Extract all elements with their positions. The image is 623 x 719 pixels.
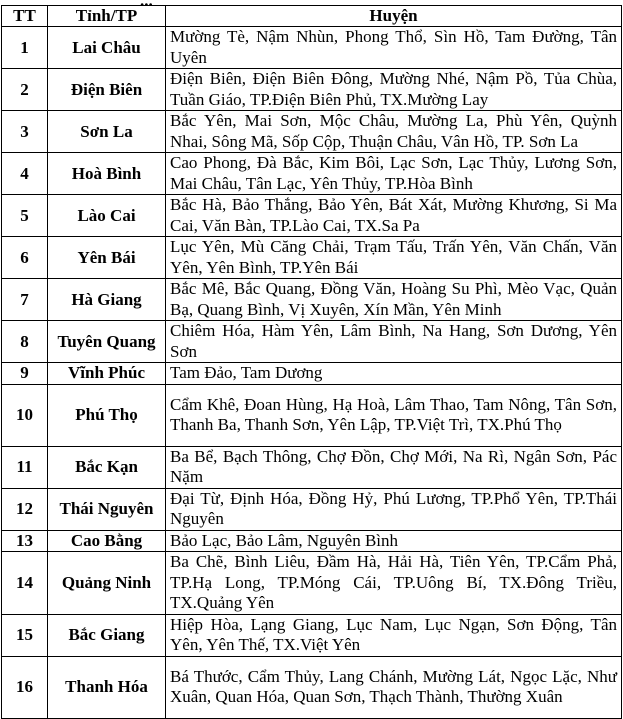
district-list: Mường Tè, Nậm Nhùn, Phong Thổ, Sìn Hồ, Tam Đường, Tân Uyên — [166, 27, 622, 69]
district-list: Ba Chẽ, Bình Liêu, Đầm Hà, Hải Hà, Tiên Yên, TP.Cẩm Phả, TP.Hạ Long, TP.Móng Cái, TP.Uông Bí, TX.Đông Triều, TX.Quảng Yên — [166, 552, 622, 615]
row-number: 1 — [2, 27, 48, 69]
province-name: Thanh Hóa — [48, 656, 166, 718]
header-tt: TT — [2, 6, 48, 27]
row-number: 14 — [2, 552, 48, 615]
table-row — [2, 111, 622, 153]
row-number: 6 — [2, 237, 48, 279]
province-name: Hà Giang — [48, 279, 166, 321]
row-number: 15 — [2, 614, 48, 656]
province-name: Hoà Bình — [48, 153, 166, 195]
table-row — [2, 656, 622, 718]
province-name: Bắc Giang — [48, 614, 166, 656]
province-name: Sơn La — [48, 111, 166, 153]
header-row — [2, 6, 622, 27]
province-name: Cao Bằng — [48, 530, 166, 552]
province-name: Yên Bái — [48, 237, 166, 279]
header-province: Tỉnh/TP — [48, 6, 166, 27]
district-list: Bắc Yên, Mai Sơn, Mộc Châu, Mường La, Phù Yên, Quỳnh Nhai, Sông Mã, Sốp Cộp, Thuận Châu, Vân Hồ, TP. Sơn La — [166, 111, 622, 153]
district-list: Lục Yên, Mù Căng Chải, Trạm Tấu, Trấn Yên, Văn Chấn, Văn Yên, Yên Bình, TP.Yên Bái — [166, 237, 622, 279]
row-number: 8 — [2, 321, 48, 363]
district-list: Điện Biên, Điện Biên Đông, Mường Nhé, Nậm Pồ, Tủa Chùa, Tuần Giáo, TP.Điện Biên Phủ, TX.Mường Lay — [166, 69, 622, 111]
row-number: 7 — [2, 279, 48, 321]
district-list: Hiệp Hòa, Lạng Giang, Lục Nam, Lục Ngạn, Sơn Động, Tân Yên, Yên Thế, TX.Việt Yên — [166, 614, 622, 656]
table-row — [2, 614, 622, 656]
province-name: Thái Nguyên — [48, 488, 166, 530]
table-row — [2, 530, 622, 552]
table-row — [2, 27, 622, 69]
province-name: Điện Biên — [48, 69, 166, 111]
row-number: 12 — [2, 488, 48, 530]
row-number: 9 — [2, 363, 48, 385]
header-district: Huyện — [166, 6, 622, 27]
province-name: Lào Cai — [48, 195, 166, 237]
row-number: 2 — [2, 69, 48, 111]
table-row — [2, 446, 622, 488]
table-row — [2, 552, 622, 615]
table-row — [2, 321, 622, 363]
province-name: Quảng Ninh — [48, 552, 166, 615]
district-table — [1, 5, 622, 719]
district-list: Bảo Lạc, Bảo Lâm, Nguyên Bình — [166, 530, 622, 552]
province-name: Lai Châu — [48, 27, 166, 69]
district-list: Ba Bể, Bạch Thông, Chợ Đồn, Chợ Mới, Na Rì, Ngân Sơn, Pác Nặm — [166, 446, 622, 488]
table-body — [2, 27, 622, 719]
table-row — [2, 363, 622, 385]
table-row — [2, 237, 622, 279]
province-name: Tuyên Quang — [48, 321, 166, 363]
province-name: Phú Thọ — [48, 384, 166, 446]
row-number: 16 — [2, 656, 48, 718]
table-row — [2, 69, 622, 111]
row-number: 3 — [2, 111, 48, 153]
table-row — [2, 488, 622, 530]
district-list: Chiêm Hóa, Hàm Yên, Lâm Bình, Na Hang, Sơn Dương, Yên Sơn — [166, 321, 622, 363]
row-number: 5 — [2, 195, 48, 237]
row-number: 11 — [2, 446, 48, 488]
table-row — [2, 195, 622, 237]
district-list: Bá Thước, Cẩm Thủy, Lang Chánh, Mường Lát, Ngọc Lặc, Như Xuân, Quan Hóa, Quan Sơn, Thạch Thành, Thường Xuân — [166, 656, 622, 718]
cropped-caption-text: ... — [140, 0, 153, 10]
district-list: Bắc Hà, Bảo Thắng, Bảo Yên, Bát Xát, Mường Khương, Si Ma Cai, Văn Bàn, TP.Lào Cai, TX.Sa Pa — [166, 195, 622, 237]
province-name: Vĩnh Phúc — [48, 363, 166, 385]
row-number: 10 — [2, 384, 48, 446]
district-list: Cao Phong, Đà Bắc, Kim Bôi, Lạc Sơn, Lạc Thủy, Lương Sơn, Mai Châu, Tân Lạc, Yên Thủy, TP.Hòa Bình — [166, 153, 622, 195]
district-list: Bắc Mê, Bắc Quang, Đồng Văn, Hoàng Su Phì, Mèo Vạc, Quản Bạ, Quang Bình, Vị Xuyên, Xín Mần, Yên Minh — [166, 279, 622, 321]
table-row — [2, 153, 622, 195]
table-row — [2, 384, 622, 446]
row-number: 4 — [2, 153, 48, 195]
row-number: 13 — [2, 530, 48, 552]
district-list: Đại Từ, Định Hóa, Đồng Hỷ, Phú Lương, TP.Phổ Yên, TP.Thái Nguyên — [166, 488, 622, 530]
district-list: Tam Đảo, Tam Dương — [166, 363, 622, 385]
district-list: Cẩm Khê, Đoan Hùng, Hạ Hoà, Lâm Thao, Tam Nông, Tân Sơn, Thanh Ba, Thanh Sơn, Yên Lập, TP.Việt Trì, TX.Phú Thọ — [166, 384, 622, 446]
province-name: Bắc Kạn — [48, 446, 166, 488]
table-row — [2, 279, 622, 321]
